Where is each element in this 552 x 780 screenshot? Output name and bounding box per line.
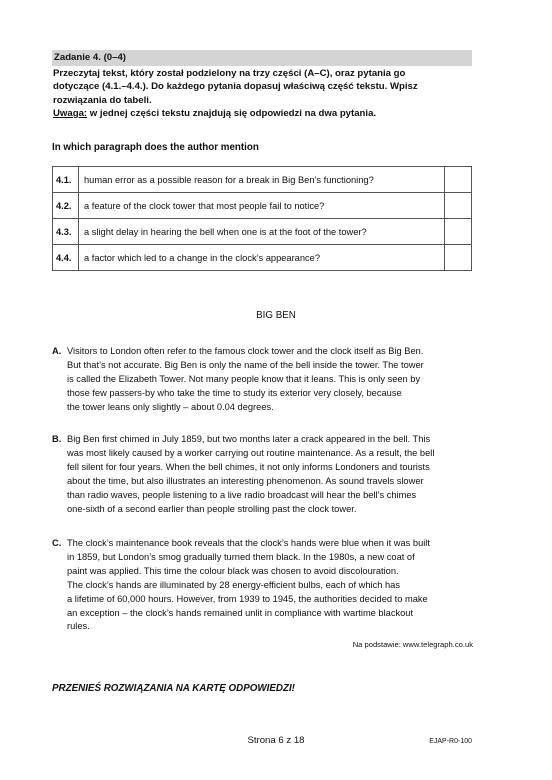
instruction-line: dotyczące (4.1.–4.4.). Do każdego pytania dopasuj właściwą część tekstu. Wpisz: [53, 81, 418, 92]
paragraph-b: [52, 433, 477, 516]
answer-cell[interactable]: [445, 245, 472, 271]
paragraph-line: those few passers-by who take the time to study its exterior very closely, because: [67, 387, 402, 398]
paragraph-line: one-sixth of a second earlier than people strolling past the clock tower.: [67, 503, 357, 514]
question-row: [53, 167, 472, 193]
question-number: 4.3.: [53, 219, 79, 245]
paragraph-a: [52, 345, 477, 415]
task-note: [53, 107, 472, 121]
task-instructions: [52, 67, 472, 121]
paragraph-line: The clock’s maintenance book reveals that the clock’s hands were blue when it was built: [67, 538, 430, 548]
paragraph-body: [67, 345, 477, 415]
paragraph-line: about the time, but also illustrates an interesting phenomenon. As sound travels slower: [67, 475, 424, 486]
paragraph-line: Visitors to London often refer to the famous clock tower and the clock itself as Big Ben.: [67, 346, 424, 356]
question-row: [53, 193, 472, 219]
question-number: 4.4.: [53, 245, 79, 271]
question-number: 4.1.: [53, 167, 79, 193]
answer-cell[interactable]: [445, 193, 472, 219]
paragraph-label: B.: [52, 434, 62, 444]
paragraph-body: [67, 537, 477, 634]
instruction-line: Przeczytaj tekst, który został podzielony na trzy części (A–C), oraz pytania go: [53, 67, 406, 79]
paragraph-line: The clock’s hands are illuminated by 28 energy-efficient bulbs, each of which has: [67, 579, 400, 590]
instruction-line: rozwiązania do tabeli.: [53, 94, 152, 106]
page-number: Strona 6 z 18: [247, 735, 305, 746]
paragraph-line: the tower leans only slightly – about 0.04 degrees.: [67, 401, 274, 412]
paragraph-line: was most likely caused by a worker carrying out routine maintenance. As a result, the bell: [67, 447, 435, 458]
source-credit: Na podstawie: www.telegraph.co.uk: [352, 640, 473, 649]
question-number: 4.2.: [53, 193, 79, 219]
question-row: [53, 219, 472, 245]
paragraph-body: [67, 433, 477, 516]
paragraph-line: an exception – the clock’s hands remained unlit in compliance with wartime blackout: [67, 607, 414, 618]
paragraph-line: a lifetime of 60,000 hours. However, from 1939 to 1945, the authorities decided to make: [67, 593, 428, 604]
question-text: human error as a possible reason for a break in Big Ben’s functioning?: [79, 167, 445, 193]
paragraph-line: is called the Elizabeth Tower. Not many people know that it leans. This is only seen by: [67, 373, 421, 384]
paragraph-line: But that’s not accurate. Big Ben is only the name of the bell inside the tower. The tower: [67, 359, 424, 370]
answer-cell[interactable]: [445, 167, 472, 193]
question-text: a slight delay in hearing the bell when one is at the foot of the tower?: [79, 219, 445, 245]
paragraph-c: [52, 537, 477, 634]
paragraph-label: A.: [52, 346, 62, 356]
paragraph-line: than radio waves, people listening to a live radio broadcast will hear the bell’s chimes: [67, 489, 417, 500]
task-title: Zadanie 4. (0–4): [52, 50, 472, 66]
question-lead: In which paragraph does the author mention: [52, 142, 259, 153]
transfer-note: PRZENIEŚ ROZWIĄZANIA NA KARTĘ ODPOWIEDZI!: [52, 683, 295, 694]
question-row: [53, 245, 472, 271]
paragraph-line: paint was applied. This time the colour black was chosen to avoid discolouration.: [67, 565, 399, 576]
question-text: a factor which led to a change in the clock’s appearance?: [79, 245, 445, 271]
paragraph-line: rules.: [67, 621, 90, 632]
paragraph-line: in 1859, but London’s smog gradually turned them black. In the 1980s, a new coat of: [67, 551, 415, 562]
question-text: a feature of the clock tower that most people fail to notice?: [79, 193, 445, 219]
note-label: Uwaga:: [53, 108, 88, 119]
document-code: EJAP-R0-100: [429, 738, 472, 745]
paragraph-label: C.: [52, 538, 62, 548]
text-title: BIG BEN: [256, 310, 296, 321]
questions-table: [52, 166, 472, 271]
paragraph-line: fell silent for four years. When the bell chimes, it not only informs Londoners and tourists: [67, 461, 430, 472]
answer-cell[interactable]: [445, 219, 472, 245]
task-header: [52, 50, 472, 121]
paragraph-line: Big Ben first chimed in July 1859, but two months later a crack appeared in the bell. This: [67, 434, 431, 444]
note-text: w jednej części tekstu znajdują się odpowiedzi na dwa pytania.: [87, 108, 377, 119]
